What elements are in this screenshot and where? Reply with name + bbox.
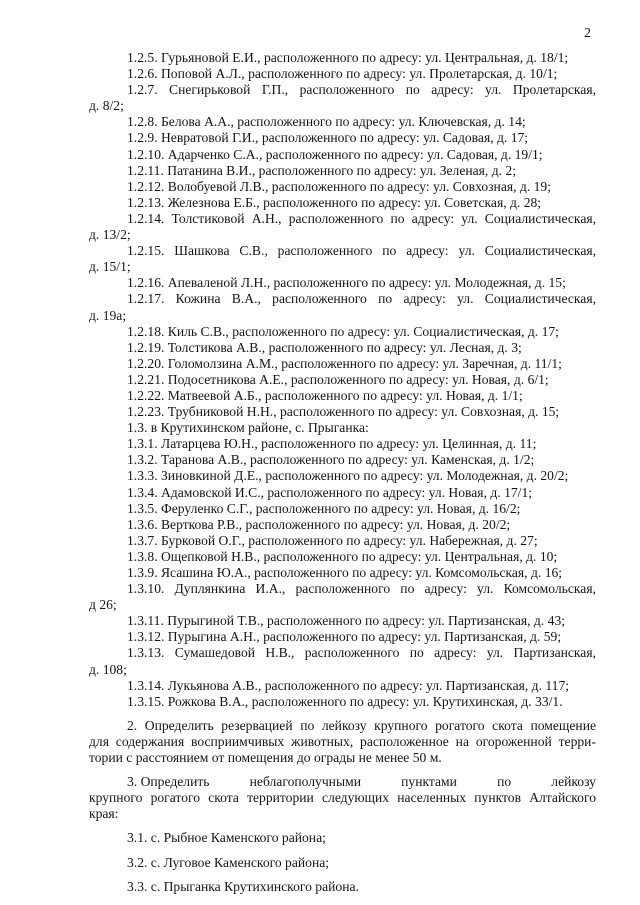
point-2-line: тории с расстоянием от помещения до ограды не менее 50 м.: [89, 750, 442, 766]
paragraph-line: 1.3.3. Зиновкиной Д.Е., расположенного по адресу: ул. Молодежная, д. 20/2;: [127, 468, 569, 484]
point-3-word: лейкозу: [551, 774, 596, 790]
point-3-word: пунктами: [401, 774, 457, 790]
paragraph-line: 1.2.16. Апеваленой Л.Н., расположенного по адресу: ул. Молодежная, д. 15;: [127, 275, 566, 291]
list-item: 3.3. с. Прыганка Крутихинского района.: [127, 878, 359, 894]
point-3-word: 3. Определить: [127, 774, 210, 790]
paragraph-line: 1.2.14. Толстиковой А.Н., расположенного по адресу: ул. Социалистическая,: [127, 210, 596, 226]
paragraph-line: 1.2.8. Белова А.А., расположенного по адресу: ул. Ключевская, д. 14;: [127, 114, 526, 130]
point-2-line: для содержания восприимчивых животных, расположенное на огороженной терри-: [89, 733, 596, 749]
point-3-word: по: [497, 774, 512, 790]
list-item: 3.1. с. Рыбное Каменского района;: [127, 830, 326, 846]
paragraph-line: 1.2.12. Волобуевой Л.В., расположенного по адресу: ул. Совхозная, д. 19;: [127, 178, 551, 194]
paragraph-line: 1.3.12. Пурыгина А.Н., расположенного по адресу: ул. Партизанская, д. 59;: [127, 629, 562, 645]
paragraph-line: 1.3.13. Сумашедовой Н.В., расположенного по адресу: ул. Партизанская,: [127, 645, 596, 661]
paragraph-list: [89, 50, 596, 710]
paragraph-continuation: д. 13/2;: [89, 227, 131, 243]
paragraph-line: 1.3.2. Таранова А.В., расположенного по адресу: ул. Каменская, д. 1/2;: [127, 452, 535, 468]
point-3-line: крупного рогатого скота территории следующих населенных пунктов Алтайского: [89, 790, 596, 806]
paragraph-line: 1.2.13. Железнова Е.Б., расположенного по адресу: ул. Советская, д. 28;: [127, 194, 542, 210]
paragraph-line: 1.2.22. Матвеевой А.Б., расположенного по адресу: ул. Новая, д. 1/1;: [127, 387, 523, 403]
paragraph-continuation: д. 8/2;: [89, 98, 124, 114]
paragraph-line: 1.2.19. Толстикова А.В., расположенного по адресу: ул. Лесная, д. 3;: [127, 339, 522, 355]
paragraph-line: 1.3.7. Бурковой О.Г., расположенного по адресу: ул. Набережная, д. 27;: [127, 532, 538, 548]
paragraph-continuation: д. 15/1;: [89, 259, 131, 275]
paragraph-line: 1.2.21. Подосетникова А.Е., расположенного по адресу: ул. Новая, д. 6/1;: [127, 371, 549, 387]
paragraph-line: 1.2.10. Адарченко С.А., расположенного по адресу: ул. Садовая, д. 19/1;: [127, 146, 543, 162]
point-3-first-line: [89, 774, 596, 790]
paragraph-line: 1.2.23. Трубниковой Н.Н., расположенного по адресу: ул. Совхозная, д. 15;: [127, 404, 560, 420]
paragraph-line: 1.3.6. Верткова Р.В., расположенного по адресу: ул. Новая, д. 20/2;: [127, 516, 511, 532]
paragraph-line: 1.3.10. Дуплянкина И.А., расположенного по адресу: ул. Комсомольская,: [127, 581, 596, 597]
paragraph-line: 1.2.11. Патанина В.И., расположенного по адресу: ул. Зеленая, д. 2;: [127, 162, 516, 178]
paragraph-continuation: д. 19а;: [89, 307, 127, 323]
paragraph-line: 1.2.5. Гурьяновой Е.И., расположенного по адресу: ул. Центральная, д. 18/1;: [127, 50, 569, 65]
paragraph-continuation: д. 108;: [89, 661, 127, 677]
paragraph-line: 1.2.6. Поповой А.Л., расположенного по адресу: ул. Пролетарская, д. 10/1;: [127, 66, 558, 82]
paragraph-line: 1.2.20. Голомолзина А.М., расположенного по адресу: ул. Заречная, д. 11/1;: [127, 355, 562, 371]
paragraph-line: 1.3.4. Адамовской И.С., расположенного по адресу: ул. Новая, д. 17/1;: [127, 484, 533, 500]
paragraph-line: 1.3.5. Феруленко С.Г., расположенного по адресу: ул. Новая, д. 16/2;: [127, 500, 521, 516]
point-3-word: неблагополучными: [249, 774, 361, 790]
point-3-line: края:: [89, 806, 119, 822]
paragraph-line: 1.3.11. Пурыгиной Т.В., расположенного по адресу: ул. Партизанская, д. 43;: [127, 613, 566, 629]
document-body: [89, 50, 596, 895]
page-number: 2: [584, 26, 591, 41]
list-item: 3.2. с. Луговое Каменского района;: [127, 854, 330, 870]
paragraph-line: 1.3.15. Рожкова В.А., расположенного по адресу: ул. Крутихинская, д. 33/1.: [127, 693, 563, 709]
paragraph-line: 1.3. в Крутихинском районе, с. Прыганка:: [127, 420, 369, 436]
paragraph-continuation: д 26;: [89, 597, 117, 613]
paragraph-line: 1.2.18. Киль С.В., расположенного по адресу: ул. Социалистическая, д. 17;: [127, 323, 559, 339]
paragraph-line: 1.3.14. Лукьянова А.В., расположенного по адресу: ул. Партизанская, д. 117;: [127, 677, 570, 693]
point-2-line: 2. Определить резервацией по лейкозу крупного рогатого скота помещение: [127, 717, 596, 733]
paragraph-line: 1.2.9. Невратовой Г.И., расположенного по адресу: ул. Садовая, д. 17;: [127, 130, 529, 146]
paragraph-line: 1.3.8. Ощепковой Н.В., расположенного по адресу: ул. Центральная, д. 10;: [127, 548, 558, 564]
paragraph-line: 1.2.17. Кожина В.А., расположенного по адресу: ул. Социалистическая,: [127, 291, 596, 307]
paragraph-line: 1.3.9. Ясашина Ю.А., расположенного по адресу: ул. Комсомольская, д. 16;: [127, 565, 563, 580]
paragraph-line: 1.3.1. Латарцева Ю.Н., расположенного по адресу: ул. Целинная, д. 11;: [127, 436, 537, 452]
paragraph-line: 1.2.15. Шашкова С.В., расположенного по адресу: ул. Социалистическая,: [127, 243, 596, 259]
paragraph-line: 1.2.7. Снегирьковой Г.П., расположенного по адресу: ул. Пролетарская,: [127, 82, 596, 98]
